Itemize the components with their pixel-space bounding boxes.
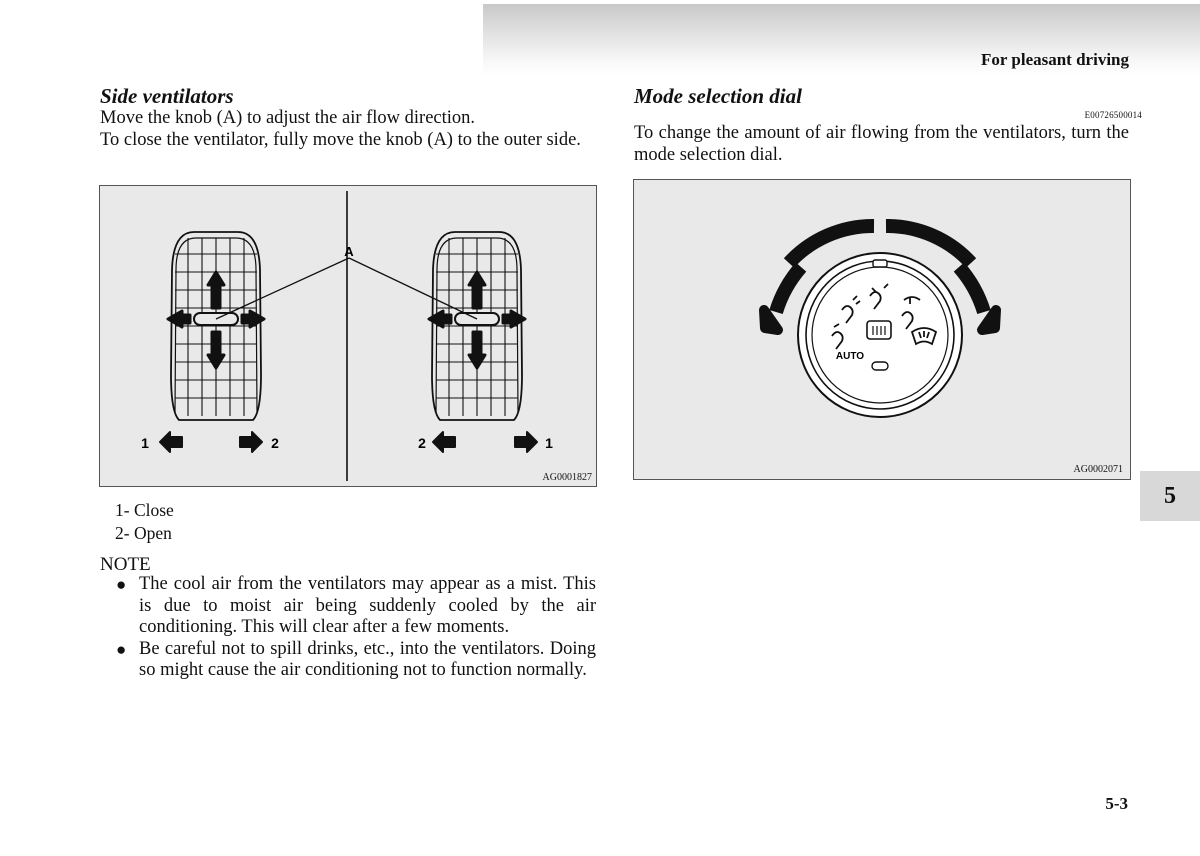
rotate-left-arrow-icon bbox=[764, 310, 778, 330]
close-arrow-icon bbox=[515, 432, 537, 452]
knob-label: A bbox=[344, 244, 354, 259]
rotate-right-arrow-icon bbox=[982, 310, 996, 330]
knob-pointer-left bbox=[216, 258, 349, 319]
auto-label: AUTO bbox=[835, 351, 865, 362]
note-list bbox=[115, 574, 596, 682]
open-arrow-icon bbox=[240, 432, 262, 452]
running-head: For pleasant driving bbox=[981, 50, 1129, 69]
figure-code: AG0002071 bbox=[1073, 464, 1123, 475]
open-arrow-icon bbox=[433, 432, 455, 452]
mode-selection-title: Mode selection dial bbox=[634, 84, 802, 108]
bullet-icon: ● bbox=[116, 639, 127, 659]
side-ventilator-illustration bbox=[100, 186, 596, 486]
note-item bbox=[115, 639, 596, 682]
knob-pointer-right bbox=[349, 258, 477, 319]
side-ventilators-para-2: To close the ventilator, fully move the knob (A) to the outer side. bbox=[100, 129, 581, 150]
reference-code: E00726500014 bbox=[1084, 110, 1142, 120]
left-vent-label-2: 2 bbox=[271, 435, 279, 451]
mode-dial-figure bbox=[633, 179, 1131, 480]
chapter-tab: 5 bbox=[1140, 471, 1200, 521]
side-ventilators-title: Side ventilators bbox=[100, 84, 234, 108]
right-vent bbox=[429, 232, 525, 420]
side-ventilator-figure bbox=[99, 185, 597, 487]
left-vent-label-1: 1 bbox=[141, 435, 149, 451]
mode-selection-text bbox=[634, 123, 1129, 166]
dial-top-marker bbox=[873, 260, 887, 267]
bullet-icon: ● bbox=[116, 575, 127, 594]
note-item-text: Be careful not to spill drinks, etc., into the ventilators. Doing so might cause the air conditioning not to function normally. bbox=[139, 638, 596, 680]
left-vent bbox=[168, 232, 264, 420]
right-vent-label-1: 1 bbox=[545, 435, 553, 451]
rotate-arrow-right-shaft bbox=[959, 267, 984, 312]
note-item-text: The cool air from the ventilators may appear as a mist. This is due to moist air being suddenly cooled by the air conditioning. This will clear after a few moments. bbox=[139, 574, 596, 637]
right-vent-label-2: 2 bbox=[418, 435, 426, 451]
side-ventilators-text bbox=[100, 108, 595, 151]
rotate-arrow-left-shaft bbox=[776, 267, 801, 312]
figure-legend bbox=[115, 499, 174, 545]
close-arrow-icon bbox=[160, 432, 182, 452]
mode-dial-illustration bbox=[634, 180, 1130, 479]
legend-item-close: 1- Close bbox=[115, 500, 174, 520]
note-item bbox=[115, 574, 596, 639]
legend-item-open: 2- Open bbox=[115, 523, 172, 543]
dial-pointer bbox=[872, 362, 888, 370]
mode-selection-para: To change the amount of air flowing from the ventilators, turn the mode selection dial. bbox=[634, 123, 1129, 165]
page-number: 5-3 bbox=[1105, 794, 1128, 813]
side-ventilators-para-1: Move the knob (A) to adjust the air flow direction. bbox=[100, 108, 476, 128]
rear-defroster-icon bbox=[867, 321, 891, 339]
note-heading: NOTE bbox=[100, 554, 151, 575]
figure-code: AG0001827 bbox=[542, 472, 592, 483]
